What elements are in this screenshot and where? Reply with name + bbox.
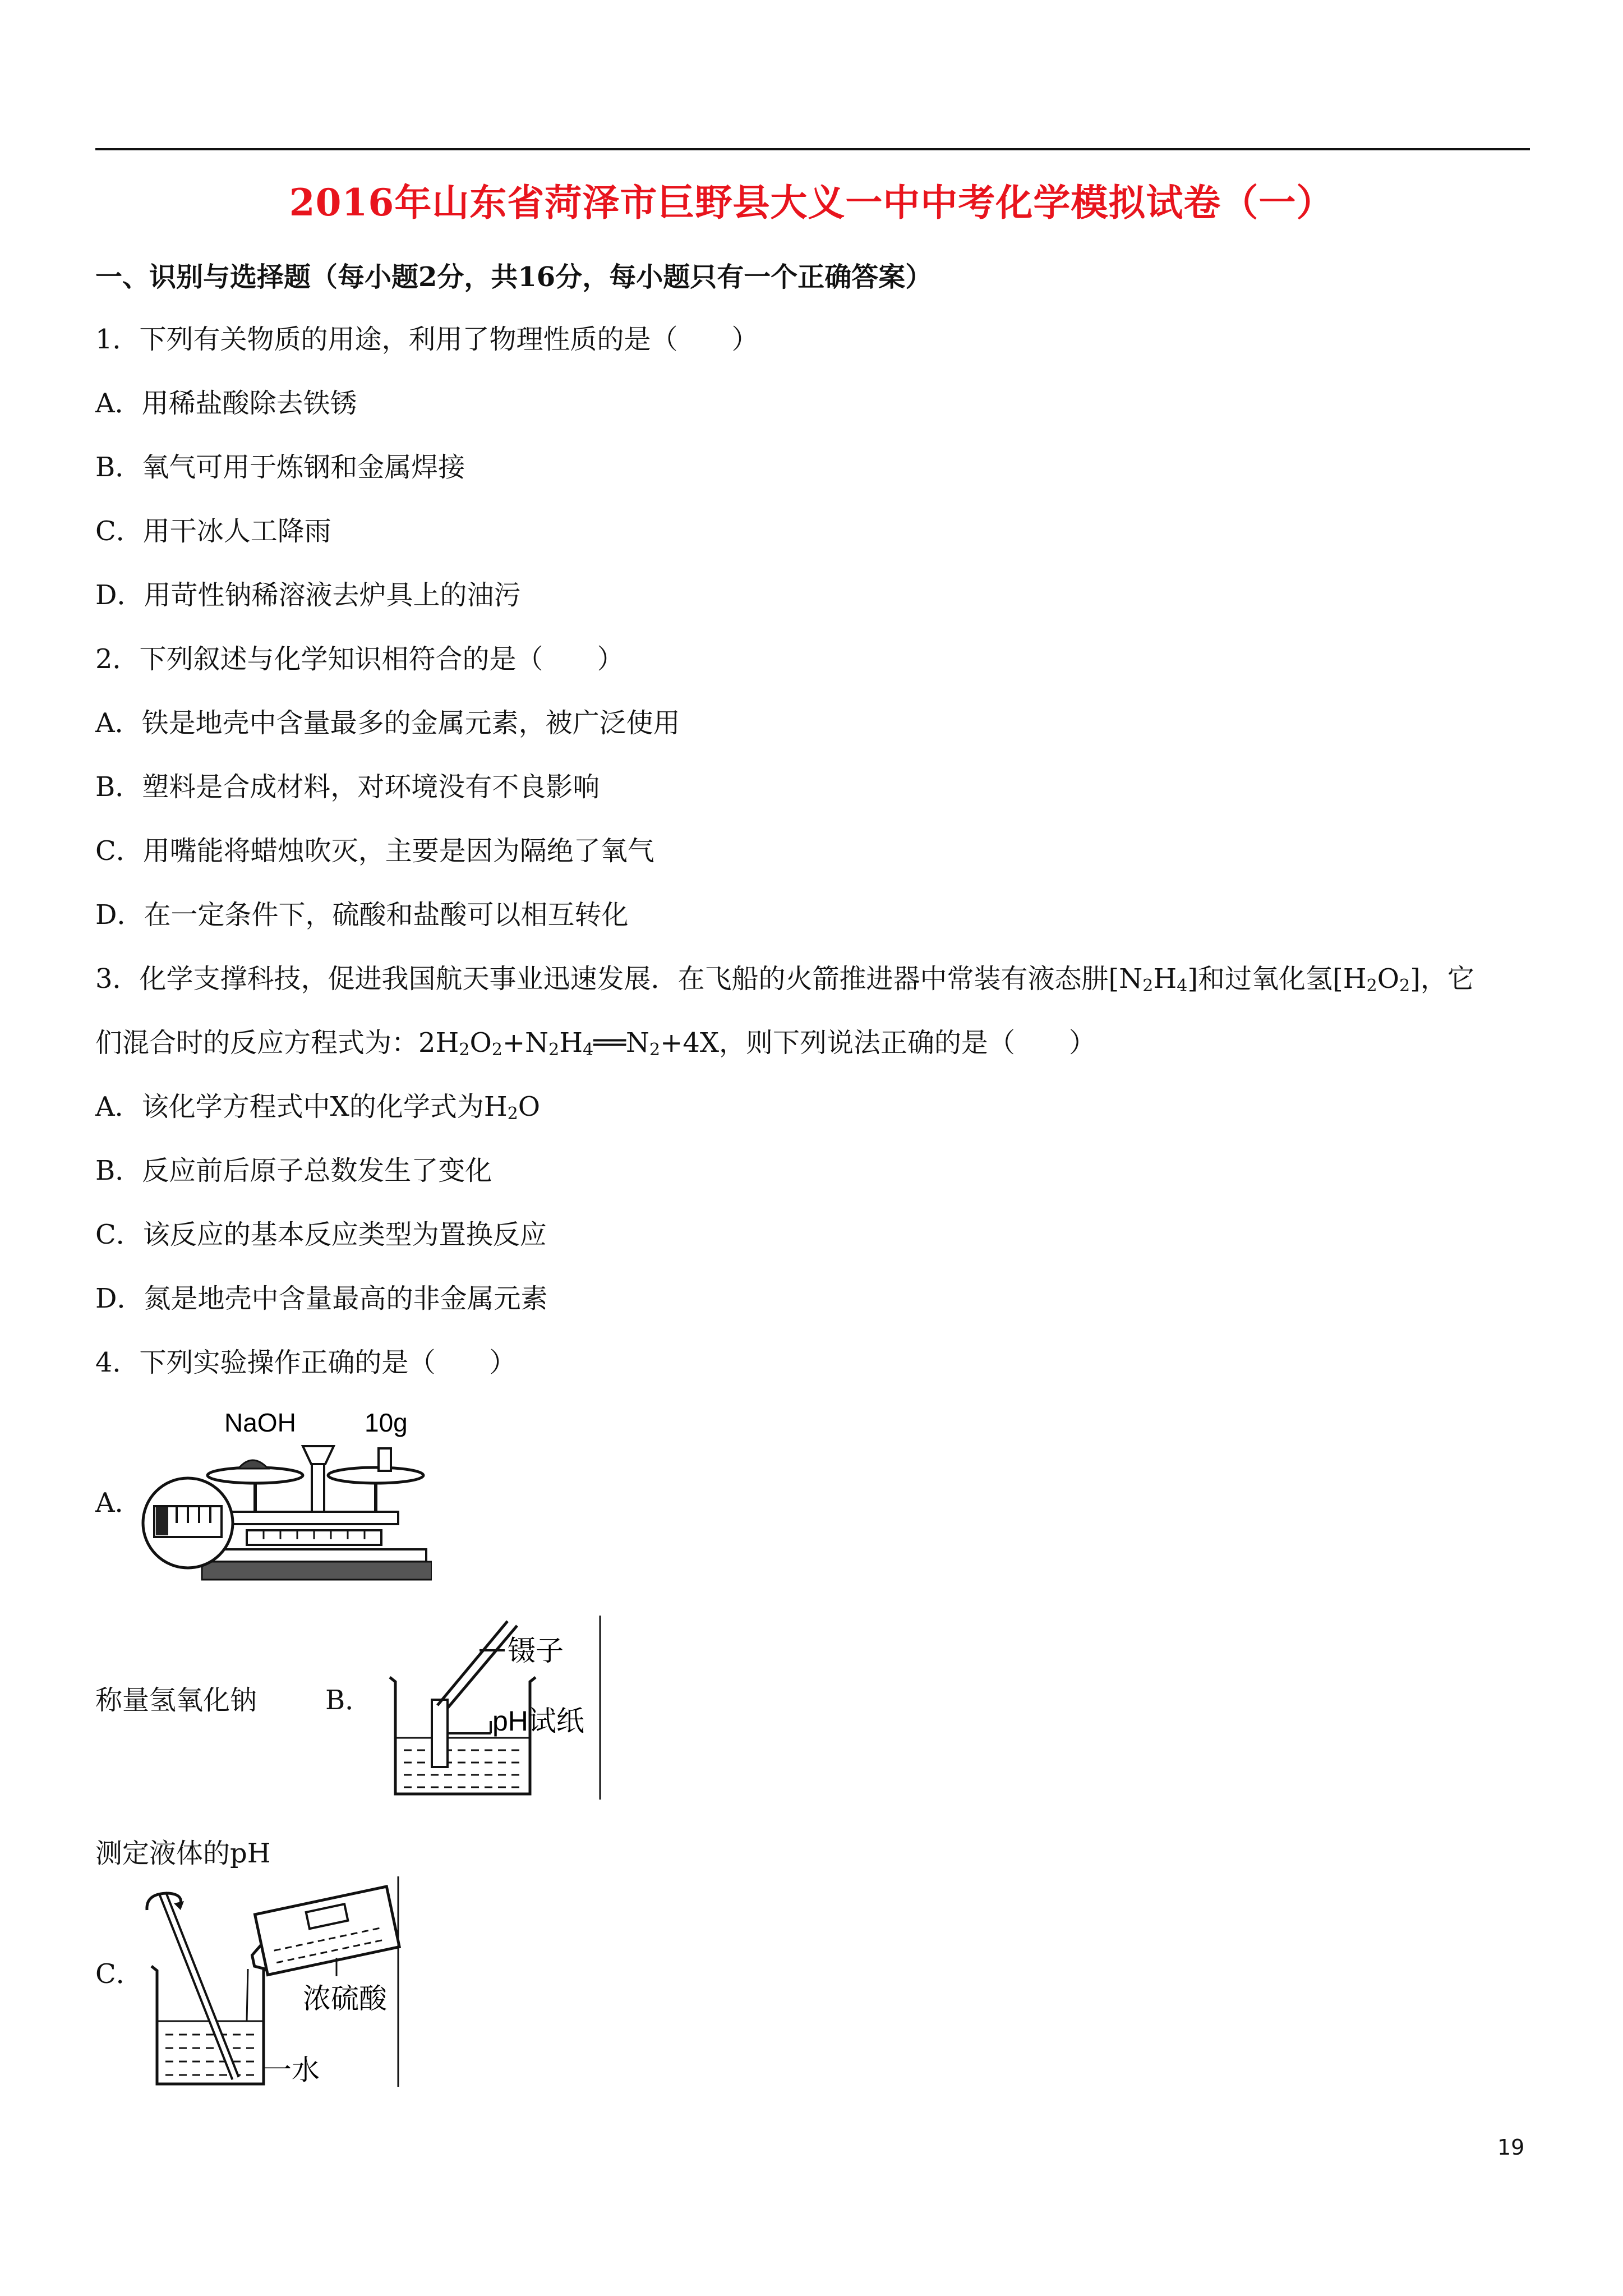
question-3-option-c: C．该反应的基本反应类型为置换反应 (95, 1219, 547, 1250)
question-2-option-b: B．塑料是合成材料，对环境没有不良影响 (95, 771, 600, 803)
question-4-option-b-caption: 测定液体的pH (95, 1838, 271, 1869)
question-3-option-a: A．该化学方程式中X的化学式为$H_2O$ (95, 1091, 541, 1124)
question-4-option-c-label: C． (95, 1958, 143, 1990)
question-4-option-b-label: B． (325, 1685, 372, 1716)
question-2-option-d: D．在一定条件下，硫酸和盐酸可以相互转化 (95, 899, 629, 931)
question-4-stem: 4．下列实验操作正确的是（ ） (95, 1347, 517, 1378)
page-title: 2016年山东省菏泽市巨野县大义一中中考化学模拟试卷（一） (289, 181, 1334, 224)
dilution-figure (140, 1876, 404, 2095)
question-4-option-a-label: A． (95, 1487, 142, 1519)
section-heading: 一、识别与选择题（每小题2分，共16分，每小题只有一个正确答案） (95, 261, 933, 293)
question-3-stem-line-1: 3．化学支撑科技，促进我国航天事业迅速发展．在飞船的火箭推进器中常装有液态肼$[N_2H_4]$和过氧化氢$[H_2O_2]$，它 (95, 963, 1474, 996)
question-1-option-a: A．用稀盐酸除去铁锈 (95, 388, 357, 419)
question-3-option-d: D．氮是地壳中含量最高的非金属元素 (95, 1283, 548, 1314)
balance-figure (140, 1402, 432, 1588)
ph-test-figure (370, 1616, 606, 1806)
naoh-label: NaOH (224, 1408, 296, 1437)
question-1-option-c: C．用干冰人工降雨 (95, 516, 331, 547)
sulfuric-acid-label: 浓硫酸 (303, 1983, 387, 2014)
ph-paper-label: pH试纸 (492, 1705, 584, 1737)
question-1-option-d: D．用苛性钠稀溶液去炉具上的油污 (95, 579, 521, 611)
question-4-option-a-caption: 称量氢氧化钠 (95, 1685, 257, 1716)
top-rule (95, 148, 1530, 150)
question-2-stem: 2．下列叙述与化学知识相符合的是（ ） (95, 643, 624, 675)
question-1-stem: 1．下列有关物质的用途，利用了物理性质的是（ ） (95, 324, 759, 355)
weight-label: 10g (365, 1408, 408, 1437)
question-3-stem-line-2: 们混合时的反应方程式为：$2H_2O_2+N_2H_4══N_2+4X$，则下列说法正确的是（ ） (95, 1027, 1096, 1060)
page-number: 19 (1497, 2135, 1525, 2160)
question-2-option-c: C．用嘴能将蜡烛吹灭，主要是因为隔绝了氧气 (95, 835, 654, 867)
question-3-option-b: B．反应前后原子总数发生了变化 (95, 1155, 492, 1186)
question-2-option-a: A．铁是地壳中含量最多的金属元素，被广泛使用 (95, 707, 680, 739)
water-label: 一水 (264, 2054, 320, 2086)
question-1-option-b: B．氧气可用于炼钢和金属焊接 (95, 452, 465, 483)
tweezers-label: 镊子 (508, 1635, 564, 1667)
